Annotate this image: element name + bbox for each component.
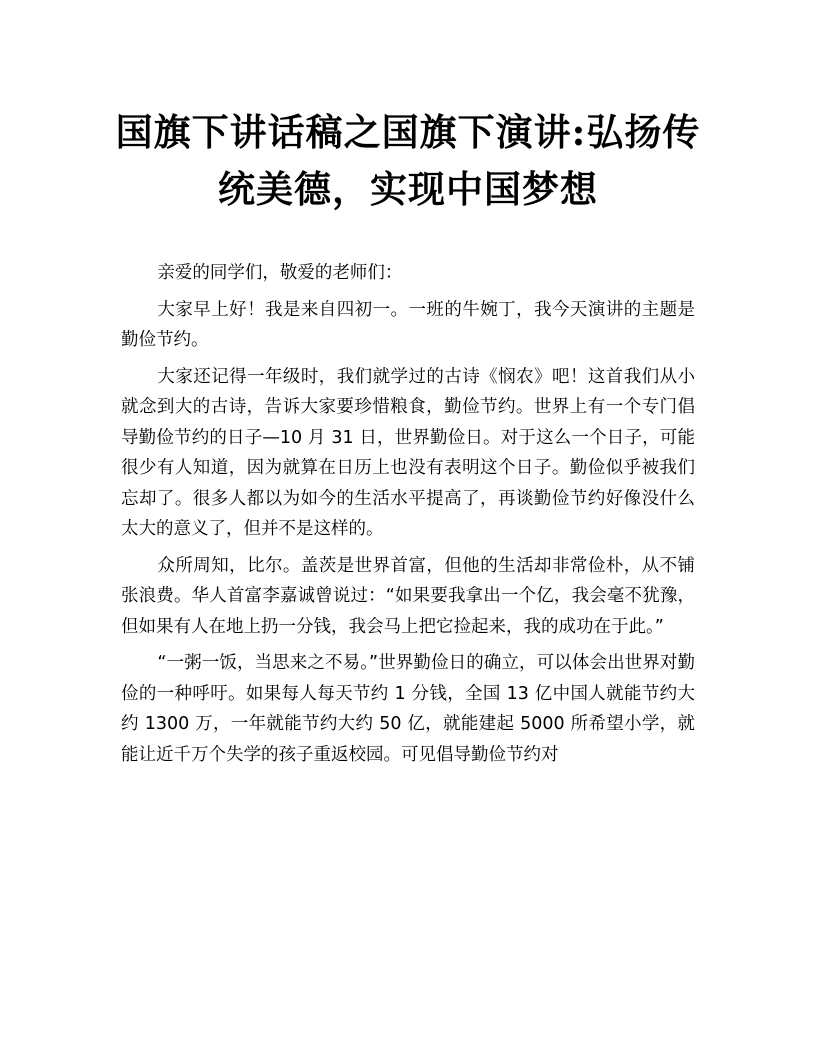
paragraph-appeal: “一粥一饭，当思来之不易。”世界勤俭日的确立，可以体会出世界对勤俭的一种呼吁。如果每人每天节约 1 分钱，全国 13 亿中国人就能节约大约 1300 万，一年就能节约大约 50 亿，就能建起 5000 所希望小学，就能让近千万个失学的孩子重返校园。可见倡导勤俭节约对	[121, 653, 695, 765]
paragraph-poem: 大家还记得一年级时，我们就学过的古诗《悯农》吧！这首我们从小就念到大的古诗，告诉大家要珍惜粮食，勤俭节约。世界上有一个专门倡导勤俭节约的日子—10 月 31 日，世界勤俭日。对于这么一个日子，可能很少有人知道，因为就算在日历上也没有表明这个日子。勤俭似乎被我们忘却了。很多人都以为如今的生活水平提高了，再谈勤俭节约好像没什么太大的意义了，但并不是这样的。	[121, 366, 695, 539]
document-body	[121, 258, 695, 776]
paragraph-salutation: 亲爱的同学们，敬爱的老师们：	[157, 263, 403, 283]
paragraph-examples: 众所周知，比尔。盖茨是世界首富，但他的生活却非常俭朴，从不铺张浪费。华人首富李嘉诚曾说过：“如果要我拿出一个亿，我会毫不犹豫，但如果有人在地上扔一分钱，我会马上把它捡起来，我的成功在于此。”	[121, 555, 695, 637]
document-title: 国旗下讲话稿之国旗下演讲:弘扬传统美德，实现中国梦想	[115, 110, 701, 211]
paragraph-greeting: 大家早上好！我是来自四初一。一班的牛婉丁，我今天演讲的主题是勤俭节约。	[121, 299, 695, 350]
